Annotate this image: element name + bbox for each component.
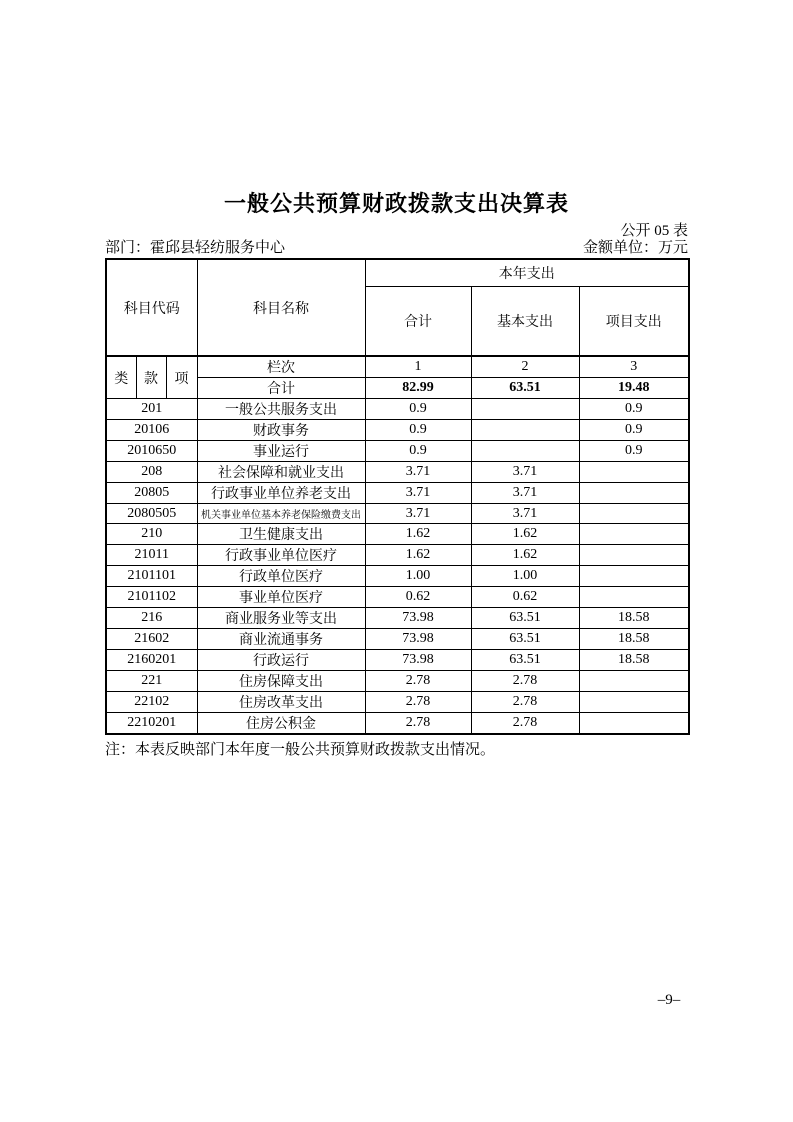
cell-basic: 63.51 bbox=[471, 608, 579, 629]
header-sub-item: 项 bbox=[166, 356, 197, 399]
cell-subject-name: 行政单位医疗 bbox=[197, 566, 365, 587]
header-basic-expense: 基本支出 bbox=[471, 286, 579, 356]
cell-basic: 63.51 bbox=[471, 629, 579, 650]
header-col-num-1: 1 bbox=[365, 356, 471, 378]
cell-subject-name: 行政事业单位医疗 bbox=[197, 545, 365, 566]
cell-project bbox=[579, 462, 689, 483]
cell-subject-code: 2010650 bbox=[106, 441, 197, 462]
cell-basic bbox=[471, 399, 579, 420]
cell-project: 0.9 bbox=[579, 441, 689, 462]
table-row bbox=[106, 545, 689, 566]
header-row-group bbox=[106, 259, 689, 286]
table-row bbox=[106, 566, 689, 587]
cell-basic: 1.62 bbox=[471, 545, 579, 566]
header-sub-section: 款 bbox=[136, 356, 166, 399]
cell-subject-code: 221 bbox=[106, 671, 197, 692]
form-code-label: 公开 05 表 bbox=[620, 223, 688, 239]
cell-total: 1.62 bbox=[365, 524, 471, 545]
cell-project bbox=[579, 524, 689, 545]
cell-basic: 2.78 bbox=[471, 671, 579, 692]
cell-project: 0.9 bbox=[579, 399, 689, 420]
cell-project bbox=[579, 483, 689, 504]
cell-basic: 3.71 bbox=[471, 504, 579, 524]
cell-subject-code: 22102 bbox=[106, 692, 197, 713]
cell-project bbox=[579, 545, 689, 566]
header-lanci-label: 栏次 bbox=[197, 356, 365, 378]
cell-subject-name: 卫生健康支出 bbox=[197, 524, 365, 545]
cell-subject-code: 21602 bbox=[106, 629, 197, 650]
table-row bbox=[106, 692, 689, 713]
cell-total: 3.71 bbox=[365, 462, 471, 483]
summary-basic: 63.51 bbox=[471, 378, 579, 399]
cell-subject-code: 2160201 bbox=[106, 650, 197, 671]
cell-basic: 3.71 bbox=[471, 462, 579, 483]
table-row bbox=[106, 399, 689, 420]
cell-project bbox=[579, 587, 689, 608]
cell-subject-name: 机关事业单位基本养老保险缴费支出 bbox=[197, 504, 365, 524]
cell-subject-name: 行政运行 bbox=[197, 650, 365, 671]
summary-label: 合计 bbox=[197, 378, 365, 399]
cell-subject-code: 208 bbox=[106, 462, 197, 483]
table-row bbox=[106, 524, 689, 545]
cell-subject-code: 2080505 bbox=[106, 504, 197, 524]
cell-subject-code: 2210201 bbox=[106, 713, 197, 735]
cell-subject-code: 210 bbox=[106, 524, 197, 545]
cell-subject-name: 住房改革支出 bbox=[197, 692, 365, 713]
cell-subject-name: 住房保障支出 bbox=[197, 671, 365, 692]
cell-total: 3.71 bbox=[365, 483, 471, 504]
cell-basic bbox=[471, 420, 579, 441]
cell-project: 0.9 bbox=[579, 420, 689, 441]
table-row bbox=[106, 650, 689, 671]
cell-basic: 1.00 bbox=[471, 566, 579, 587]
cell-basic: 2.78 bbox=[471, 692, 579, 713]
cell-total: 3.71 bbox=[365, 504, 471, 524]
header-sub-class: 类 bbox=[106, 356, 136, 399]
cell-subject-name: 一般公共服务支出 bbox=[197, 399, 365, 420]
cell-subject-code: 216 bbox=[106, 608, 197, 629]
cell-total: 0.9 bbox=[365, 420, 471, 441]
cell-total: 0.9 bbox=[365, 399, 471, 420]
cell-subject-name: 事业单位医疗 bbox=[197, 587, 365, 608]
header-project-expense: 项目支出 bbox=[579, 286, 689, 356]
cell-project bbox=[579, 504, 689, 524]
cell-total: 73.98 bbox=[365, 650, 471, 671]
cell-subject-name: 事业运行 bbox=[197, 441, 365, 462]
table-row bbox=[106, 441, 689, 462]
cell-basic: 63.51 bbox=[471, 650, 579, 671]
summary-project: 19.48 bbox=[579, 378, 689, 399]
header-subject-code: 科目代码 bbox=[106, 259, 197, 356]
cell-subject-code: 2101102 bbox=[106, 587, 197, 608]
table-row bbox=[106, 504, 689, 524]
expense-table bbox=[105, 258, 690, 735]
cell-project: 18.58 bbox=[579, 650, 689, 671]
cell-basic: 3.71 bbox=[471, 483, 579, 504]
cell-project bbox=[579, 692, 689, 713]
table-row bbox=[106, 587, 689, 608]
cell-subject-code: 20805 bbox=[106, 483, 197, 504]
cell-subject-name: 住房公积金 bbox=[197, 713, 365, 735]
cell-project: 18.58 bbox=[579, 608, 689, 629]
note: 注：本表反映部门本年度一般公共预算财政拨款支出情况。 bbox=[105, 742, 496, 758]
table-row bbox=[106, 671, 689, 692]
cell-total: 1.00 bbox=[365, 566, 471, 587]
header-col-num-2: 2 bbox=[471, 356, 579, 378]
cell-total: 0.62 bbox=[365, 587, 471, 608]
table-row bbox=[106, 713, 689, 735]
table-row bbox=[106, 629, 689, 650]
header-current-year-expense: 本年支出 bbox=[365, 259, 689, 286]
page-number: –9– bbox=[657, 992, 681, 1008]
cell-basic bbox=[471, 441, 579, 462]
cell-basic: 2.78 bbox=[471, 713, 579, 735]
cell-subject-name: 行政事业单位养老支出 bbox=[197, 483, 365, 504]
cell-basic: 0.62 bbox=[471, 587, 579, 608]
cell-subject-code: 2101101 bbox=[106, 566, 197, 587]
table-row bbox=[106, 420, 689, 441]
cell-subject-name: 财政事务 bbox=[197, 420, 365, 441]
cell-project bbox=[579, 671, 689, 692]
department-label: 部门：霍邱县轻纺服务中心 bbox=[105, 240, 286, 256]
report-sheet bbox=[105, 191, 688, 759]
cell-subject-name: 商业流通事务 bbox=[197, 629, 365, 650]
header-subject-name: 科目名称 bbox=[197, 259, 365, 356]
cell-total: 0.9 bbox=[365, 441, 471, 462]
cell-total: 2.78 bbox=[365, 671, 471, 692]
cell-total: 1.62 bbox=[365, 545, 471, 566]
unit-label: 金额单位：万元 bbox=[582, 240, 688, 256]
table-row bbox=[106, 483, 689, 504]
table-row bbox=[106, 462, 689, 483]
meta-row bbox=[105, 240, 688, 257]
summary-total: 82.99 bbox=[365, 378, 471, 399]
cell-subject-code: 21011 bbox=[106, 545, 197, 566]
cell-total: 2.78 bbox=[365, 713, 471, 735]
cell-project bbox=[579, 566, 689, 587]
cell-subject-code: 201 bbox=[106, 399, 197, 420]
cell-subject-name: 商业服务业等支出 bbox=[197, 608, 365, 629]
cell-total: 2.78 bbox=[365, 692, 471, 713]
cell-subject-name: 社会保障和就业支出 bbox=[197, 462, 365, 483]
cell-total: 73.98 bbox=[365, 608, 471, 629]
header-total: 合计 bbox=[365, 286, 471, 356]
cell-project: 18.58 bbox=[579, 629, 689, 650]
cell-project bbox=[579, 713, 689, 735]
cell-subject-code: 20106 bbox=[106, 420, 197, 441]
cell-basic: 1.62 bbox=[471, 524, 579, 545]
report-title: 一般公共预算财政拨款支出决算表 bbox=[223, 191, 569, 216]
cell-total: 73.98 bbox=[365, 629, 471, 650]
header-col-num-3: 3 bbox=[579, 356, 689, 378]
table-row bbox=[106, 608, 689, 629]
header-row-lanci bbox=[106, 356, 689, 378]
